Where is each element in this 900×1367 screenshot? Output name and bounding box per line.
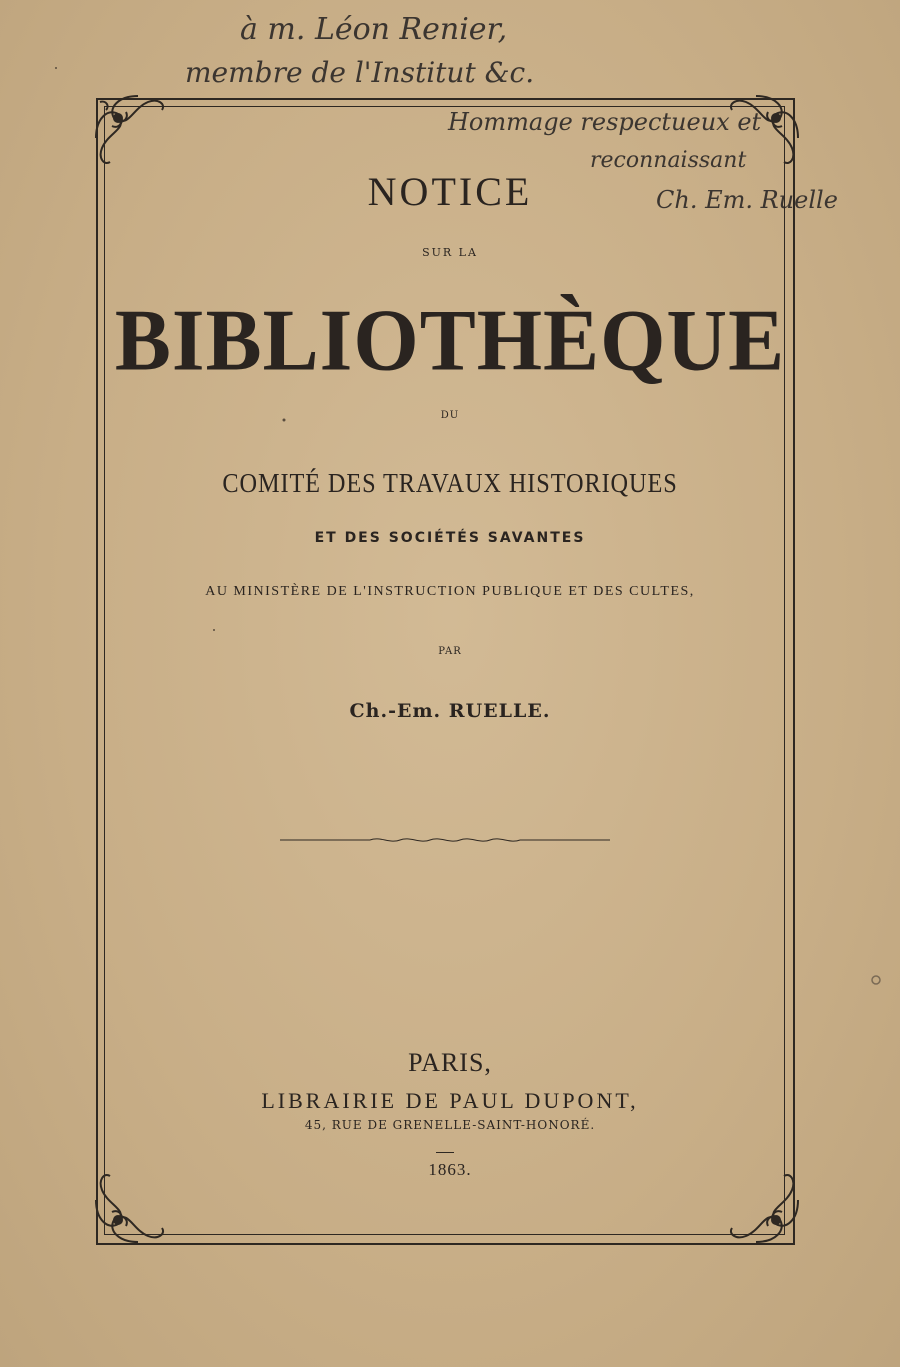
title-societes: ET DES SOCIÉTÉS SAVANTES — [314, 530, 586, 546]
title-du: DU — [440, 410, 460, 421]
ornamental-rule-icon — [280, 829, 610, 837]
divider — [436, 1152, 454, 1153]
inscription-line-2: membre de l'Institut &c. — [185, 56, 535, 89]
inscription-line-4: reconnaissant — [590, 148, 747, 173]
imprint-city: PARIS, — [408, 1048, 492, 1077]
inscription-line-3: Hommage respectueux et — [448, 108, 762, 136]
title-bibliotheque: BIBLIOTHÈQUE — [114, 291, 786, 390]
imprint-address: 45, RUE DE GRENELLE-SAINT-HONORÉ. — [304, 1118, 596, 1132]
title-notice: NOTICE — [367, 169, 533, 214]
byline-author: Ch.-Em. RUELLE. — [349, 700, 551, 722]
byline-par: PAR — [438, 646, 462, 657]
corner-flourish-icon — [88, 88, 178, 178]
imprint-publisher: LIBRAIRIE DE PAUL DUPONT, — [261, 1088, 639, 1113]
inscription-line-1: à m. Léon Renier, — [240, 12, 508, 47]
title-comite: COMITÉ DES TRAVAUX HISTORIQUES — [222, 468, 678, 498]
corner-flourish-icon — [716, 88, 806, 178]
inscription-signature: Ch. Em. Ruelle — [656, 186, 838, 214]
title-ministere: AU MINISTÈRE DE L'INSTRUCTION PUBLIQUE ET DES CULTES, — [205, 584, 695, 599]
imprint-year: 1863. — [428, 1160, 472, 1179]
title-sur-la: SUR LA — [422, 246, 478, 259]
